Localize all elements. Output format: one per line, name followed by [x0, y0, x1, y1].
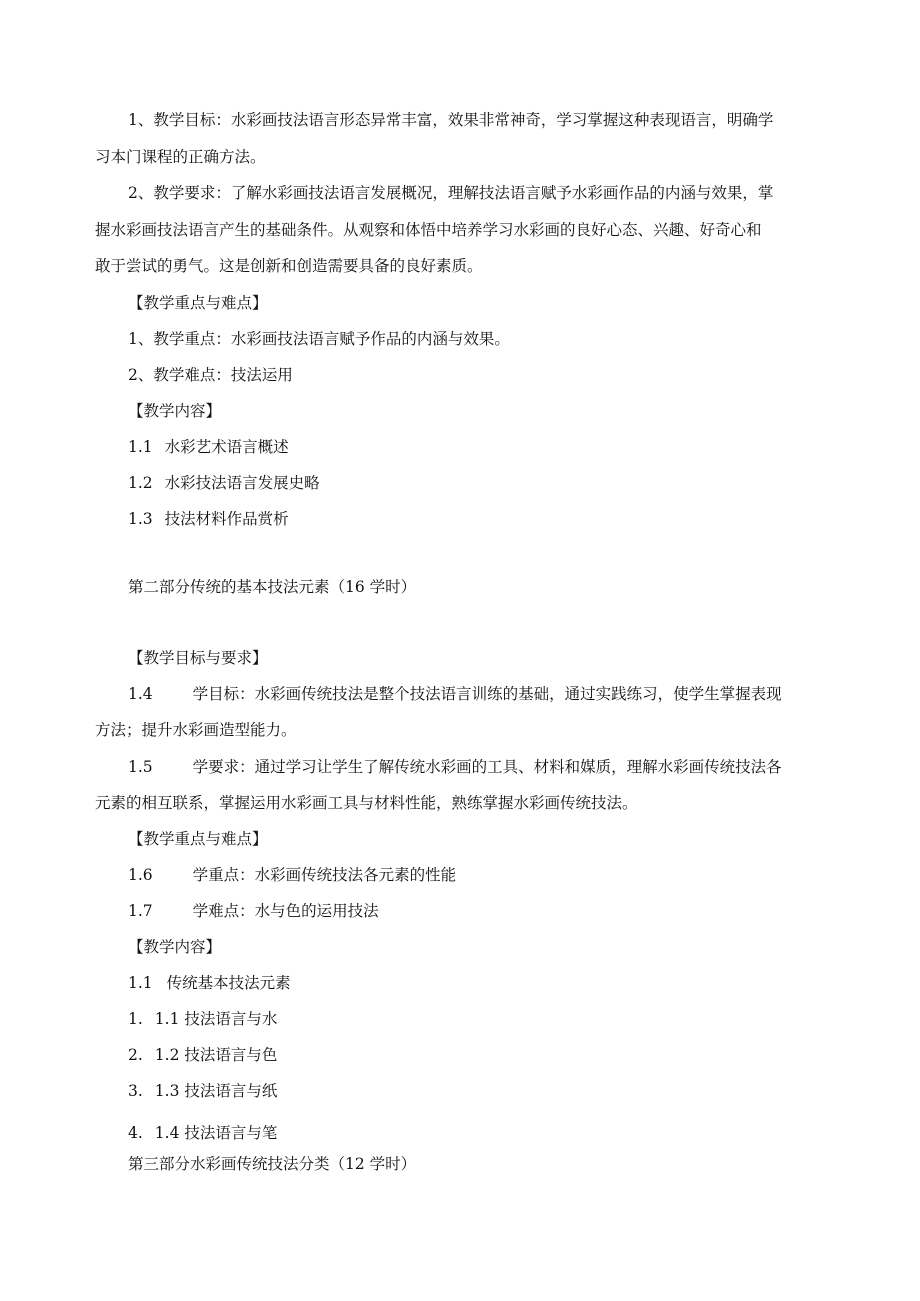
- part-3-title: 第三部分水彩画传统技法分类（12 学时）: [128, 1155, 417, 1173]
- list-item-text: 1.3 技法语言与纸: [154, 1082, 278, 1100]
- key-point-text: 学重点：水彩画传统技法各元素的性能: [192, 866, 457, 884]
- content-item: [128, 437, 289, 457]
- requirement-line-1: [128, 757, 782, 777]
- content-item-number: 1.3: [128, 510, 153, 528]
- content-item-number: 1.1: [128, 438, 153, 456]
- difficulty-line-2: [128, 901, 379, 921]
- difficulty-number: 1.7: [128, 902, 153, 920]
- list-item: [128, 1081, 277, 1101]
- content-item-text: 水彩技法语言发展史略: [164, 474, 320, 492]
- list-item-number: 1.: [128, 1010, 143, 1028]
- heading-goals: 【教学目标与要求】: [128, 649, 268, 667]
- goal-line-1: [128, 684, 782, 704]
- content-item-number: 1.2: [128, 474, 153, 492]
- content-item: [128, 509, 289, 529]
- part-2-title: 第二部分传统的基本技法元素（16 学时）: [128, 578, 417, 596]
- section-number: 1.1: [128, 974, 153, 992]
- key-point-line-2: [128, 865, 456, 885]
- list-item: [128, 1123, 277, 1143]
- goal-paragraph-line-2: 习本门课程的正确方法。: [95, 148, 266, 166]
- goal-line-2: 方法；提升水彩画造型能力。: [95, 721, 297, 739]
- list-item-text: 1.2 技法语言与色: [154, 1046, 278, 1064]
- list-item: [128, 1045, 277, 1065]
- list-item-number: 4.: [128, 1124, 143, 1142]
- list-item-number: 3.: [128, 1082, 143, 1100]
- content-item: [128, 473, 320, 493]
- list-item-number: 2.: [128, 1046, 143, 1064]
- section-line: [128, 973, 291, 993]
- requirement-paragraph-line-3: 敢于尝试的勇气。这是创新和创造需要具备的良好素质。: [95, 257, 483, 275]
- key-point-line: 1、教学重点：水彩画技法语言赋予作品的内涵与效果。: [128, 330, 510, 348]
- key-point-number: 1.6: [128, 866, 153, 884]
- content-item-text: 技法材料作品赏析: [164, 510, 289, 528]
- list-item: [128, 1009, 277, 1029]
- heading-key-points-2: 【教学重点与难点】: [128, 830, 268, 848]
- heading-content-2: 【教学内容】: [128, 938, 222, 956]
- requirement-number: 1.5: [128, 758, 153, 776]
- difficulty-line: 2、教学难点：技法运用: [128, 366, 293, 384]
- requirement-paragraph-line-2: 握水彩画技法语言产生的基础条件。从观察和体悟中培养学习水彩画的良好心态、兴趣、好奇心和: [95, 221, 762, 239]
- content-item-text: 水彩艺术语言概述: [164, 438, 289, 456]
- list-item-text: 1.4 技法语言与笔: [154, 1124, 278, 1142]
- requirement-paragraph-line-1: 2、教学要求：了解水彩画技法语言发展概况，理解技法语言赋予水彩画作品的内涵与效果，掌: [128, 184, 774, 202]
- goal-text: 学目标：水彩画传统技法是整个技法语言训练的基础，通过实践练习，使学生掌握表现: [192, 685, 782, 703]
- heading-key-points: 【教学重点与难点】: [128, 294, 268, 312]
- goal-paragraph-line-1: 1、教学目标：水彩画技法语言形态异常丰富，效果非常神奇，学习掌握这种表现语言，明确学: [128, 111, 774, 129]
- difficulty-text: 学难点：水与色的运用技法: [192, 902, 379, 920]
- list-item-text: 1.1 技法语言与水: [154, 1010, 278, 1028]
- section-text: 传统基本技法元素: [166, 974, 291, 992]
- requirement-text: 学要求：通过学习让学生了解传统水彩画的工具、材料和媒质，理解水彩画传统技法各: [192, 758, 782, 776]
- goal-number: 1.4: [128, 685, 153, 703]
- heading-content: 【教学内容】: [128, 402, 222, 420]
- requirement-line-2: 元素的相互联系，掌握运用水彩画工具与材料性能，熟练掌握水彩画传统技法。: [95, 794, 638, 812]
